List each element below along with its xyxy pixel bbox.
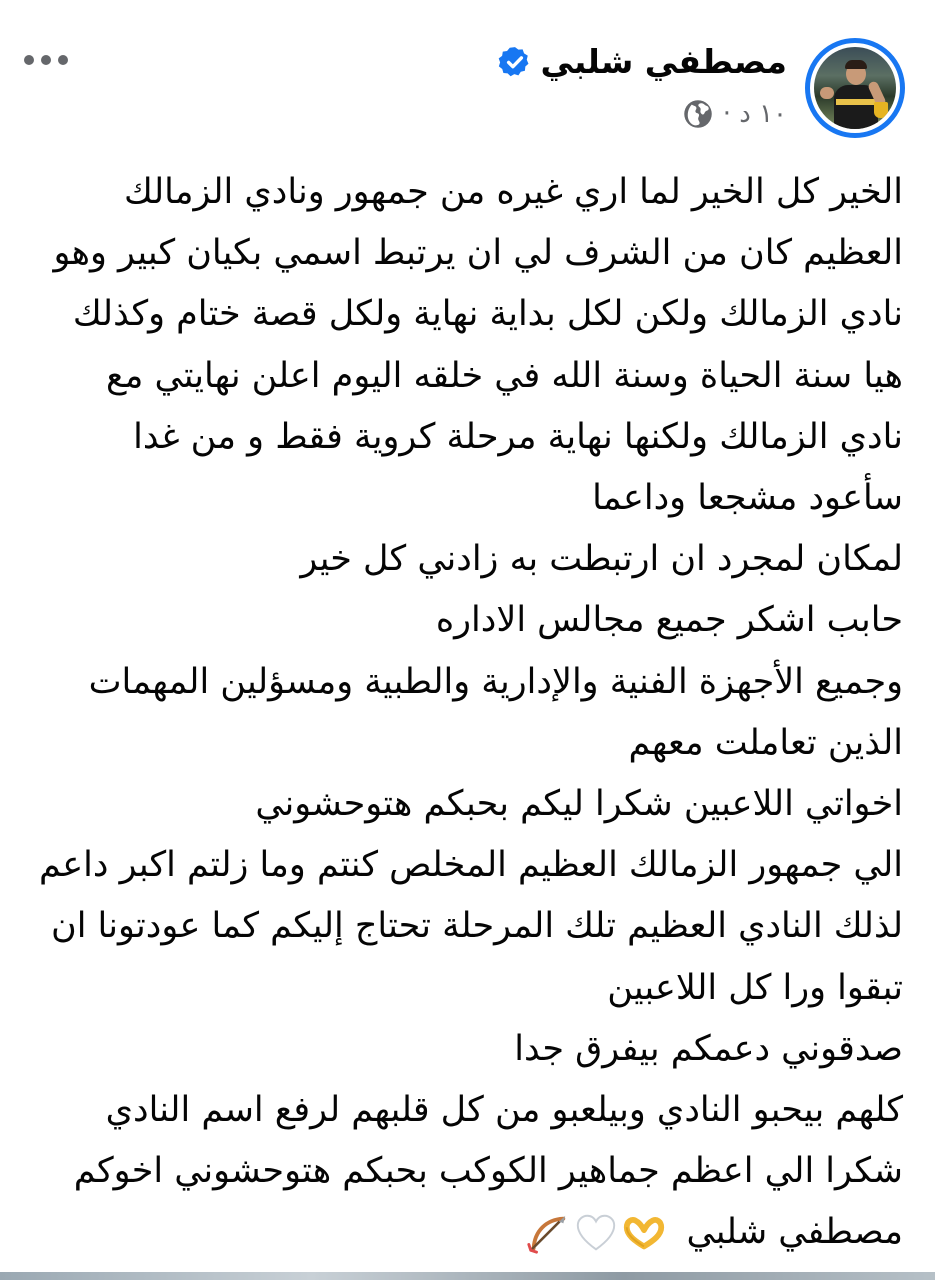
post-timestamp[interactable]: ١٠ د ·	[722, 99, 787, 129]
globe-icon	[683, 99, 713, 129]
verified-badge-icon	[498, 45, 532, 79]
heart-hands-emoji	[621, 1210, 667, 1256]
post-line: نادي الزمالك ولكن لكل بداية نهاية ولكل قصة ختام وكذلك	[72, 294, 903, 335]
post-meta	[498, 92, 787, 136]
more-options-dot	[58, 55, 68, 65]
post-line: وجميع الأجهزة الفنية والإدارية والطبية ومسؤلين المهمات	[88, 661, 903, 702]
post-line: العظيم كان من الشرف لي ان يرتبط اسمي بكيان كبير وهو	[53, 233, 903, 274]
post-line: اخواتي اللاعبين شكرا ليكم بحبكم هتوحشوني	[255, 784, 903, 825]
post-line: كلهم بيحبو النادي وبيلعبو من كل قلبهم لرفع اسم النادي	[105, 1090, 903, 1131]
post-line: سأعود مشجعا وداعما	[592, 478, 903, 519]
post-line: تبقوا ورا كل اللاعبين	[607, 967, 903, 1008]
avatar[interactable]	[805, 38, 905, 138]
post-line-last	[38, 1202, 903, 1263]
more-options-button[interactable]	[24, 40, 84, 80]
author-name[interactable]: مصطفي شلبي	[540, 42, 787, 81]
post-line: الخير كل الخير لما اري غيره من جمهور ونادي الزمالك	[123, 172, 903, 212]
bottom-divider	[0, 1272, 935, 1280]
post-line: حابب اشكر جميع مجالس الاداره	[435, 600, 903, 641]
more-options-icon	[24, 55, 34, 65]
post-line: الذين تعاملت معهم	[628, 722, 903, 763]
post-line: الي جمهور الزمالك العظيم المخلص كنتم وما زلتم اكبر داعم	[38, 845, 903, 886]
post-header	[498, 32, 787, 136]
post-line: لمكان لمجرد ان ارتبطت به زادني كل خير	[300, 539, 903, 580]
post-line: لذلك النادي العظيم تلك المرحلة تحتاج إليكم كما عودتونا ان	[51, 906, 903, 947]
author-row	[498, 32, 787, 92]
post-text	[38, 162, 903, 1264]
more-options-dot	[41, 55, 51, 65]
post-line: صدقوني دعمكم بيفرق جدا	[514, 1028, 903, 1069]
avatar-photo	[814, 47, 896, 129]
post-line: نادي الزمالك ولكنها نهاية مرحلة كروية فقط و من غدا	[133, 416, 903, 457]
post-line: شكرا الي اعظم جماهير الكوكب بحبكم هتوحشوني اخوكم	[73, 1151, 903, 1192]
bow-and-arrow-emoji	[525, 1210, 571, 1256]
emoji-group	[525, 1210, 667, 1256]
white-heart-emoji	[573, 1210, 619, 1256]
post-line: هيا سنة الحياة وسنة الله في خلقه اليوم اعلن نهايتي مع	[106, 355, 903, 396]
post-signature: مصطفي شلبي	[686, 1212, 903, 1253]
